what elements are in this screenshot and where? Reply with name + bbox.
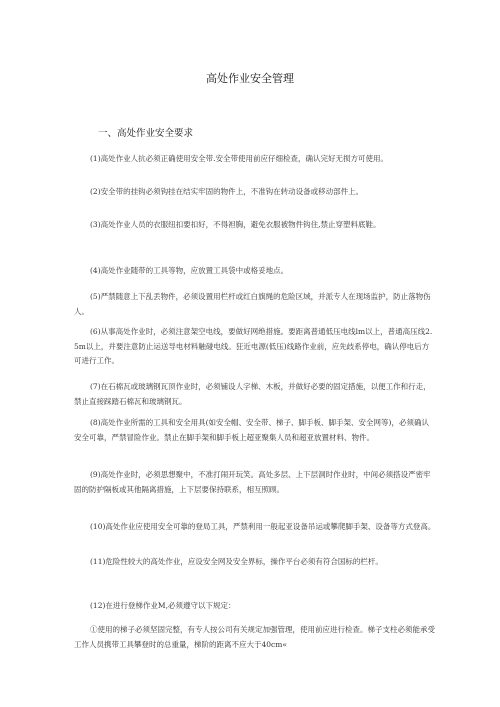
paragraph-6: (6)从事高处作业时，必须注意架空电线，要做好网绝措施。要距离普通低压电线lm以上，普通高压线2.5m以上，并要注意防止运送导电材料触碰电线。狂近电源(低压)线路作业前，应先歧系停电，确认停电后方可进行工作。: [74, 327, 433, 365]
paragraph-5: (5)严禁随意上下乱丢物件，必须设置用栏杆或红白旗绳的危险区域，并派专人在现场监护，防止落物伤人。: [74, 292, 431, 316]
paragraph-7: (7)在石棉瓦或玻璃钢瓦顶作业时，必须铺设人字梯、木板，并做好必要的固定措施，以便工作和行走，禁止直接踩踏石棉瓦和玻璃钢瓦。: [74, 382, 431, 406]
paragraph-8: (8)高处作业所需的工具和安全用具(如安全帽、安全带、梯子、脚手板、脚手架、安全网等)，必须确认安全可靠，严禁冒险作业。禁止在脚手架和脚手板上超亚聚集人员和超亚放置材料、物件。: [74, 418, 429, 442]
paragraph-4: (4)高处作业随带的工具等物，应放置工具袋中或格妥地点。: [90, 266, 289, 275]
paragraph-2: (2)安全带的挂钩必须钩挂在结实牢固的物件上，不准钩在转动设备或移动部件上。: [90, 187, 364, 196]
section-heading: 一、高处作业安全要求: [98, 128, 194, 139]
page-title: 高处作业安全管理: [206, 72, 294, 85]
paragraph-9: (9)高处作业时，必须思想聚中，不准打闹开玩笑。高处多层、上下层洞时作业时，中间必须搭设严密牢固的防护隔板或其他隔离措施，上下层要保持联系，相互照顾。: [74, 470, 431, 494]
paragraph-3: (3)高处作业人员的衣服纽扣要扣好，不得袒胸，避免衣服被物件钩住,禁止穿塑料底鞋。: [90, 220, 381, 229]
paragraph-12: (12)在进行登梯作业M,必须遵守以下规定：: [90, 601, 236, 610]
paragraph-1: (1)高处作业人抗必须正确使用安全带.安全带使用前应仔细检查，确认完好无损方可使用。: [90, 154, 389, 163]
paragraph-11: (11)危险性较大的高处作业，应设安全网及安全界标，操作平台必须有符合国标的栏杆。: [90, 557, 383, 566]
paragraph-10: (10)高处作业应使用安全可靠的登局工具，严禁利用一般起亚设备吊运或攀爬脚手架、设备等方式登高。: [90, 522, 436, 531]
paragraph-13: ①使用的梯子必须坚固完整，有专人按公司有关规定加强管理，使用前应进行检查。梯子支柱必须能承受工作人员携带工具攀登时的总重量，梯阶的距离不应大于40cm«: [74, 625, 435, 649]
